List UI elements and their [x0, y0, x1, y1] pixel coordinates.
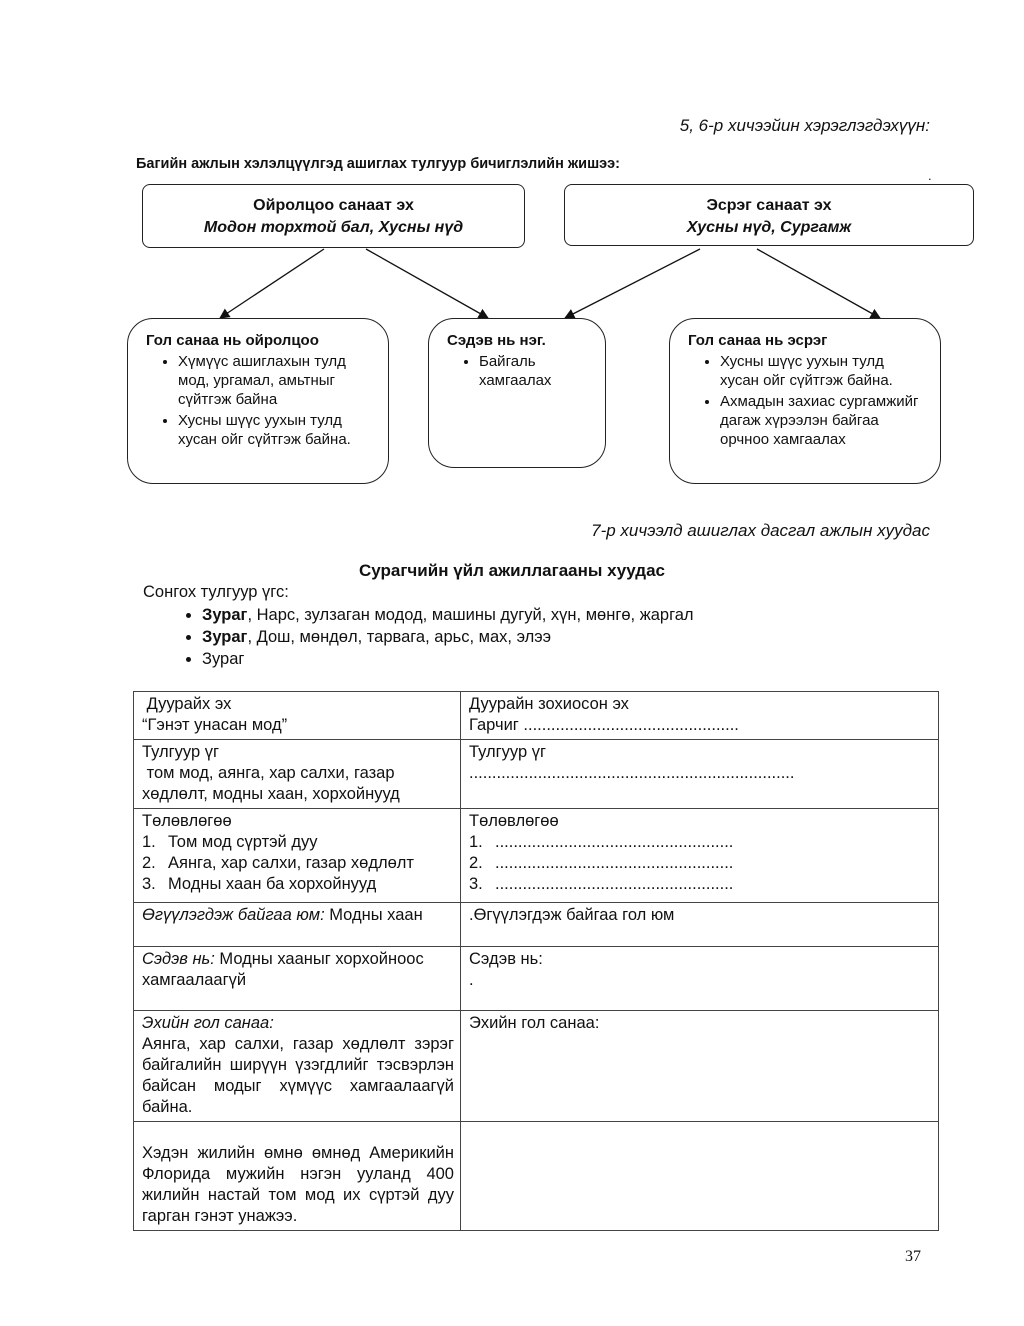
table-row	[134, 1122, 939, 1231]
table-row	[134, 809, 939, 903]
keywords-cell-text: том мод, аянга, хар салхи, газар хөдлөлт, модны хаан, хорхойнууд	[142, 764, 400, 803]
list-item: • Байгаль хамгаалах	[479, 352, 591, 390]
main-idea-similar-box	[127, 318, 389, 484]
source-text-title: “Гэнэт унасан мод”	[142, 716, 288, 734]
plan-text: Том мод сүртэй дуу	[168, 833, 318, 851]
section-title-materials: 5, 6-р хичээйин хэрэглэгдэхүүн:	[679, 116, 930, 135]
keywords-cell-label: Тулгуур үг	[469, 743, 547, 761]
table-row	[134, 947, 939, 1011]
plan-num: 3.	[142, 875, 156, 893]
list-item	[202, 604, 694, 626]
same-topic-box	[428, 318, 606, 468]
table-cell	[461, 1122, 939, 1231]
list-item: • Ахмадын захиас сургамжийг дагаж хүрээлэн байгаа орчноо хамгаалах	[720, 392, 926, 449]
table-row	[134, 1011, 939, 1122]
list-item	[202, 626, 694, 648]
list-item	[469, 874, 932, 895]
opposite-idea-text-box	[564, 184, 974, 246]
similar-idea-title: Ойролцоо санаат эх	[253, 197, 414, 214]
source-text-label: Дуурайх эх	[142, 695, 232, 713]
table-cell	[461, 809, 939, 903]
topic-blank: .	[469, 971, 474, 989]
opposite-idea-title: Эсрэг санаат эх	[706, 197, 832, 214]
main-idea-opposite-box	[669, 318, 941, 484]
main-idea-similar-title: Гол санаа нь ойролцоо	[146, 332, 319, 349]
subject-label: Өгүүлэгдэж байгаа юм:	[142, 906, 325, 924]
table-cell	[134, 692, 461, 740]
table-row	[134, 903, 939, 947]
keywords-label: Сонгох тулгуур үгс:	[143, 583, 289, 601]
keywords-cell-label: Тулгуур үг	[142, 743, 220, 761]
worksheet-title: Сурагчийн үйл ажиллагааны хуудас	[359, 561, 665, 580]
plan-num: 1.	[469, 833, 483, 851]
list-item	[142, 874, 454, 895]
list-item	[142, 853, 454, 874]
keyword-bold: Зураг	[202, 606, 248, 624]
arrow-right-to-right	[757, 249, 880, 318]
table-cell	[134, 740, 461, 809]
similar-idea-subtitle: Модон торхтой бал, Хусны нүд	[203, 219, 464, 236]
similar-idea-text-box	[142, 184, 525, 248]
table-cell	[461, 740, 939, 809]
imitation-text-label: Дуурайн зохиосон эх	[469, 695, 629, 713]
list-item: • Хусны шүүс уухын тулд хусан ойг сүйтгэж байна.	[178, 411, 374, 449]
diagram-heading: Багийн ажлын хэлэлцүүлгэд ашиглах тулгуур бичиглэлийн жишээ:	[136, 156, 621, 172]
table-row	[134, 740, 939, 809]
topic-label: Сэдэв нь:	[142, 950, 215, 968]
main-idea-label: Эхийн гол санаа:	[469, 1014, 600, 1032]
plan-text: Модны хаан ба хорхойнууд	[168, 875, 377, 893]
plan-text: Аянга, хар салхи, газар хөдлөлт	[168, 854, 414, 872]
arrow-left-to-middle	[366, 249, 488, 318]
main-idea-label: Эхийн гол санаа:	[142, 1014, 274, 1032]
plan-blank: ....................................................	[495, 854, 734, 872]
topic-label: Сэдэв нь:	[469, 950, 543, 968]
keyword-rest: Зураг	[202, 650, 245, 668]
arrow-left-to-left	[220, 249, 324, 318]
list-item: • Хусны шүүс уухын тулд хусан ойг сүйтгэж байна.	[720, 352, 926, 390]
table-cell	[134, 1011, 461, 1122]
plan-num: 2.	[142, 854, 156, 872]
page-number: 37	[905, 1248, 921, 1265]
opposite-idea-subtitle: Хусны нүд, Сургамж	[686, 219, 852, 236]
worksheet-table	[133, 691, 939, 1231]
list-item	[469, 832, 932, 853]
imitation-title-blank: Гарчиг ...............................................	[469, 716, 739, 734]
keyword-list	[170, 604, 694, 670]
keywords-blank: .......................................................................	[469, 764, 795, 782]
plan-label: Төлөвлөгөө	[469, 812, 559, 830]
subject-text: Модны хаан	[324, 906, 423, 924]
plan-blank: ....................................................	[495, 875, 734, 893]
list-item	[469, 853, 932, 874]
table-row	[134, 692, 939, 740]
plan-label: Төлөвлөгөө	[142, 812, 232, 830]
story-text: Хэдэн жилийн өмнө өмнөд Америкийн Флорида мужийн нэгэн ууланд 400 жилийн настай том мод их сүртэй дуу гарган гэнэт унажээ.	[142, 1144, 454, 1225]
arrow-right-to-middle	[565, 249, 700, 318]
table-cell	[461, 947, 939, 1011]
table-cell	[134, 903, 461, 947]
table-cell	[461, 1011, 939, 1122]
table-cell	[134, 809, 461, 903]
plan-blank: ....................................................	[495, 833, 734, 851]
main-idea-text: Аянга, хар салхи, газар хөдлөлт зэрэг байгалийн ширүүн үзэгдлийг тэсвэрлэн байсан модыг хүмүүс хамгаалаагүй байна.	[142, 1035, 454, 1116]
plan-num: 3.	[469, 875, 483, 893]
keyword-rest: , Дош, мөндөл, тарвага, арьс, мах, элээ	[247, 628, 552, 646]
topic-text: Модны хааныг хорхойноос хамгаалаагүй	[142, 950, 424, 989]
list-item	[142, 832, 454, 853]
main-idea-opposite-title: Гол санаа нь эсрэг	[688, 332, 828, 349]
table-cell	[134, 947, 461, 1011]
plan-num: 1.	[142, 833, 156, 851]
table-cell	[461, 903, 939, 947]
subject-label-blank: .Өгүүлэгдэж байгаа гол юм	[469, 906, 675, 924]
section-title-exercise: 7-р хичээлд ашиглах дасгал ажлын хуудас	[591, 521, 930, 540]
keyword-bold: Зураг	[202, 628, 248, 646]
list-item: • Хүмүүс ашиглахын тулд мод, ургамал, амьтныг сүйтгэж байна	[178, 352, 374, 409]
table-cell	[461, 692, 939, 740]
same-topic-title: Сэдэв нь нэг.	[447, 332, 546, 349]
plan-num: 2.	[469, 854, 483, 872]
table-cell	[134, 1122, 461, 1231]
stray-dot: .	[928, 168, 932, 183]
keyword-rest: , Нарс, зулзаган модод, машины дугуй, хүн, мөнгө, жаргал	[247, 606, 694, 624]
list-item	[202, 648, 694, 670]
